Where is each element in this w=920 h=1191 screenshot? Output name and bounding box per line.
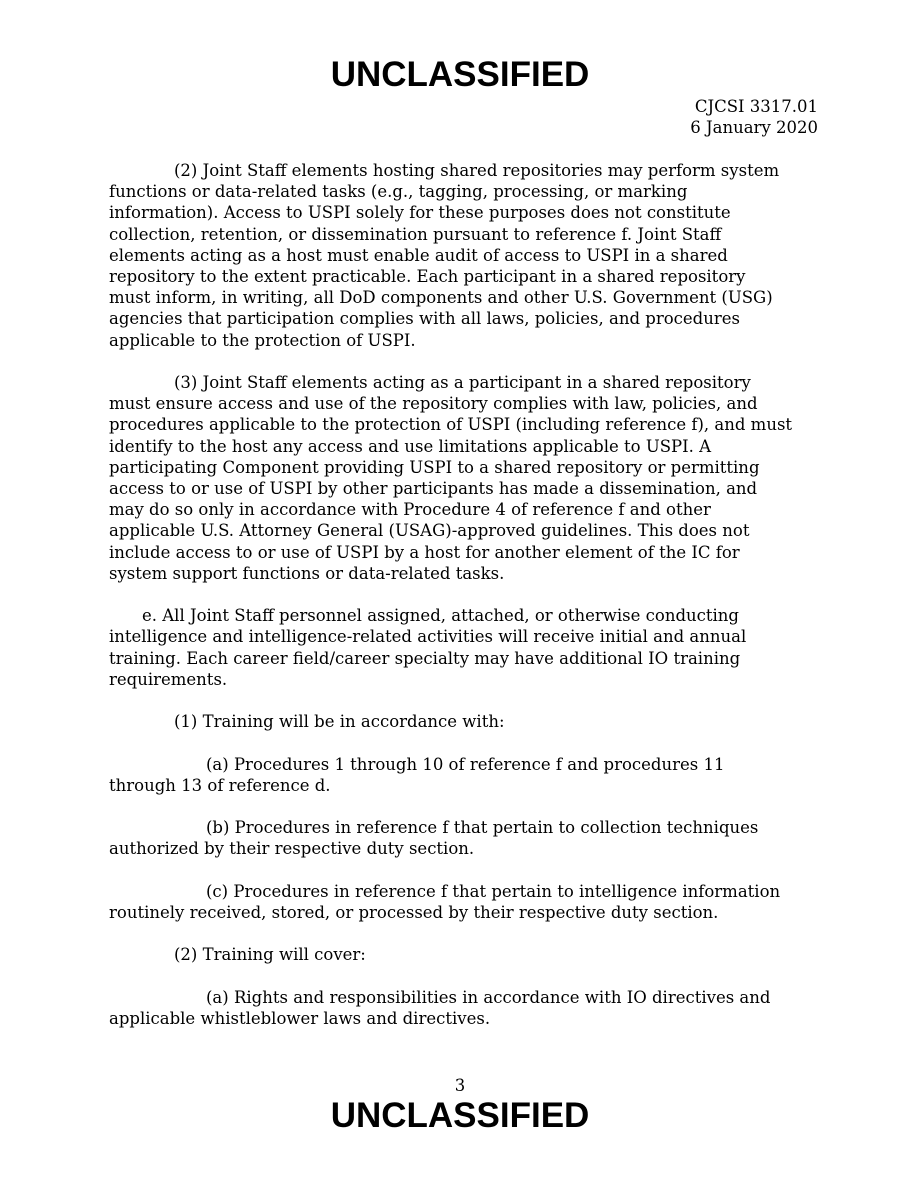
classification-banner-bottom: UNCLASSIFIED <box>330 1096 590 1135</box>
text-line: procedures applicable to the protection of USPI (including reference f), and must <box>109 415 793 435</box>
text-line: information). Access to USPI solely for these purposes does not constitute <box>109 203 731 223</box>
text-line: (2) Joint Staff elements hosting shared repositories may perform system <box>174 161 780 180</box>
text-line: (1) Training will be in accordance with: <box>174 712 505 732</box>
paragraph-e-1 <box>109 711 829 732</box>
document-body <box>109 160 829 1050</box>
text-line: (2) Training will cover: <box>174 945 366 965</box>
paragraph-e <box>109 605 829 690</box>
document-header <box>690 96 818 138</box>
text-line: applicable whistleblower laws and directives. <box>109 1009 491 1028</box>
document-number: CJCSI 3317.01 <box>694 97 818 116</box>
classification-banner-top: UNCLASSIFIED <box>330 55 590 94</box>
text-line: requirements. <box>109 669 228 689</box>
text-line: must inform, in writing, all DoD components and other U.S. Government (USG) <box>109 288 773 308</box>
text-line: access to or use of USPI by other participants has made a dissemination, and <box>109 479 758 499</box>
text-line: collection, retention, or dissemination pursuant to reference f. Joint Staff <box>109 224 722 244</box>
paragraph-e-2 <box>109 944 829 965</box>
text-line: (3) Joint Staff elements acting as a participant in a shared repository <box>174 373 751 393</box>
text-line: identify to the host any access and use limitations applicable to USPI. A <box>109 436 712 456</box>
paragraph-e-2-a <box>109 987 829 1029</box>
page-number: 3 <box>454 1076 466 1095</box>
paragraph-2 <box>109 160 829 351</box>
text-line: applicable U.S. Attorney General (USAG)-approved guidelines. This does not <box>109 521 750 541</box>
text-line: (b) Procedures in reference f that pertain to collection techniques <box>206 818 759 838</box>
paragraph-e-1-b <box>109 817 829 859</box>
text-line: routinely received, stored, or processed by their respective duty section. <box>109 903 719 923</box>
text-line: must ensure access and use of the repository complies with law, policies, and <box>109 394 758 414</box>
text-line: (a) Procedures 1 through 10 of reference f and procedures 11 <box>206 754 725 774</box>
text-line: intelligence and intelligence-related activities will receive initial and annual <box>109 627 747 647</box>
text-line: may do so only in accordance with Procedure 4 of reference f and other <box>109 500 711 520</box>
text-line: participating Component providing USPI to a shared repository or permitting <box>109 457 760 477</box>
text-line: functions or data-related tasks (e.g., tagging, processing, or marking <box>109 182 688 202</box>
text-line: elements acting as a host must enable audit of access to USPI in a shared <box>109 245 728 265</box>
document-date: 6 January 2020 <box>690 118 818 137</box>
paragraph-3 <box>109 372 829 584</box>
text-line: e. All Joint Staff personnel assigned, attached, or otherwise conducting <box>142 606 739 626</box>
text-line: include access to or use of USPI by a host for another element of the IC for <box>109 542 740 562</box>
text-line: authorized by their respective duty section. <box>109 839 475 859</box>
text-line: training. Each career field/career specialty may have additional IO training <box>109 648 741 668</box>
text-line: (c) Procedures in reference f that pertain to intelligence information <box>206 881 781 901</box>
text-line: agencies that participation complies with all laws, policies, and procedures <box>109 309 740 329</box>
paragraph-e-1-a <box>109 754 829 796</box>
text-line: (a) Rights and responsibilities in accordance with IO directives and <box>206 987 771 1007</box>
text-line: through 13 of reference d. <box>109 775 331 795</box>
text-line: applicable to the protection of USPI. <box>109 330 416 350</box>
paragraph-e-1-c <box>109 881 829 923</box>
text-line: system support functions or data-related tasks. <box>109 563 505 583</box>
text-line: repository to the extent practicable. Each participant in a shared repository <box>109 267 746 287</box>
